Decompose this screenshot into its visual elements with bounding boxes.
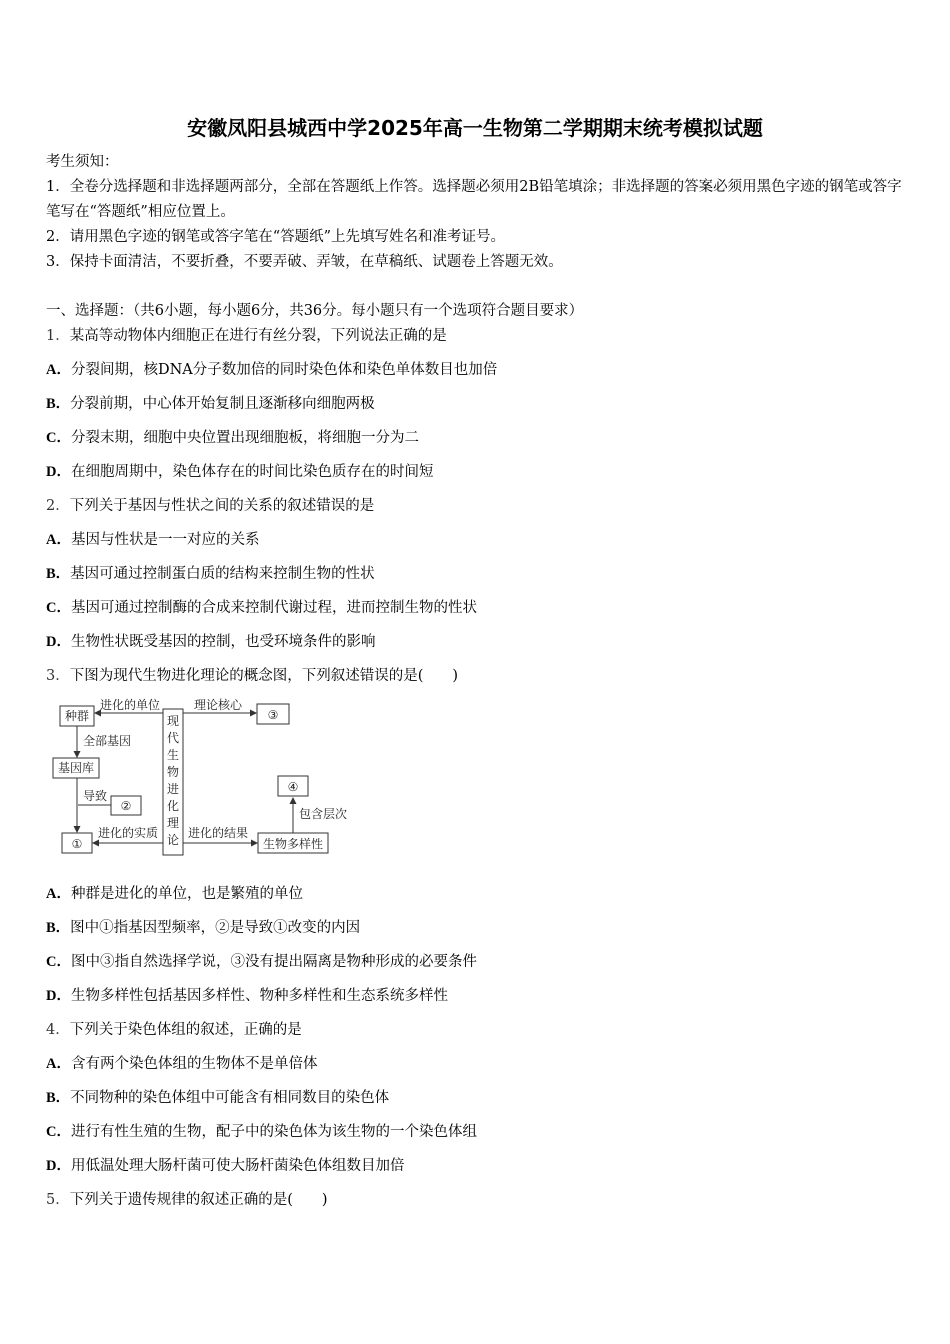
option-letter: A．	[46, 532, 71, 548]
option-text: 分裂间期，核DNA分子数加倍的同时染色体和染色单体数目也加倍	[70, 362, 498, 378]
question-number: 2．	[46, 498, 70, 514]
population-label: 种群	[64, 709, 90, 723]
q4-option-a	[46, 1054, 317, 1074]
option-letter: D．	[46, 464, 71, 480]
option-letter: A．	[46, 886, 71, 902]
q1-option-d	[46, 462, 433, 482]
center-char: 代	[166, 731, 180, 745]
label-core: 理论核心	[193, 698, 243, 712]
q3-option-d	[46, 986, 448, 1006]
genepool-label: 基因库	[57, 761, 95, 775]
option-text: 分裂末期，细胞中央位置出现细胞板，将细胞一分为二	[70, 430, 419, 446]
q4-option-b	[46, 1088, 389, 1108]
circle1-label: ①	[71, 837, 83, 851]
option-letter: C．	[46, 430, 71, 446]
notice-item-1: 1．全卷分选择题和非选择题两部分，全部在答题纸上作答。选择题必须用2B铅笔填涂；非选择题的答案必须用黑色字迹的钢笔或答字笔写在“答题纸”相应位置上。	[46, 179, 902, 220]
q2-option-c	[46, 598, 477, 618]
center-char: 进	[166, 782, 180, 796]
notice-heading: 考生须知：	[46, 154, 119, 170]
label-essence: 进化的实质	[97, 826, 159, 840]
exam-title: 安徽凤阳县城西中学2025年高一生物第二学期期末统考模拟试题	[187, 116, 763, 140]
q2-option-b	[46, 564, 375, 584]
label-result: 进化的结果	[187, 826, 249, 840]
q3-option-c	[46, 952, 477, 972]
label-cause: 导致	[83, 789, 108, 803]
notice-item-2: 2．请用黑色字迹的钢笔或答字笔在“答题纸”上先填写姓名和准考证号。	[46, 229, 506, 245]
center-char: 现	[166, 714, 180, 728]
evolution-concept-diagram	[50, 697, 370, 862]
q1-option-c	[46, 428, 419, 448]
option-text: 基因可通过控制酶的合成来控制代谢过程，进而控制生物的性状	[70, 600, 477, 616]
option-text: 种群是进化的单位，也是繁殖的单位	[70, 886, 303, 902]
question-stem: 下列关于遗传规律的叙述正确的是( )	[69, 1192, 328, 1208]
q1-option-b	[46, 394, 375, 414]
question-stem: 下图为现代生物进化理论的概念图，下列叙述错误的是( )	[69, 668, 459, 684]
option-letter: A．	[46, 1056, 71, 1072]
option-text: 生物性状既受基因的控制，也受环境条件的影响	[70, 634, 376, 650]
question-number: 1．	[46, 328, 70, 344]
question-1	[46, 326, 447, 346]
option-text: 含有两个染色体组的生物体不是单倍体	[70, 1056, 318, 1072]
q2-option-d	[46, 632, 375, 652]
question-stem: 某高等动物体内细胞正在进行有丝分裂，下列说法正确的是	[69, 328, 447, 344]
option-letter: D．	[46, 634, 71, 650]
question-number: 4．	[46, 1022, 70, 1038]
option-letter: B．	[46, 566, 71, 582]
option-text: 基因可通过控制蛋白质的结构来控制生物的性状	[70, 566, 375, 582]
biodiversity-label: 生物多样性	[262, 837, 324, 851]
question-3	[46, 666, 458, 686]
option-text: 不同物种的染色体组中可能含有相同数目的染色体	[70, 1090, 390, 1106]
center-text	[167, 714, 179, 847]
section-heading: 一、选择题：（共6小题，每小题6分，共36分。每小题只有一个选项符合题目要求）	[46, 303, 584, 319]
option-letter: B．	[46, 920, 71, 936]
question-2	[46, 496, 374, 516]
label-allgenes: 全部基因	[83, 734, 132, 748]
q3-option-b	[46, 918, 360, 938]
center-char: 理	[166, 816, 180, 830]
option-text: 进行有性生殖的生物，配子中的染色体为该生物的一个染色体组	[70, 1124, 477, 1140]
option-text: 分裂前期，中心体开始复制且逐渐移向细胞两极	[70, 396, 375, 412]
question-stem: 下列关于基因与性状之间的关系的叙述错误的是	[69, 498, 375, 514]
question-4	[46, 1020, 302, 1040]
option-text: 用低温处理大肠杆菌可使大肠杆菌染色体组数目加倍	[70, 1158, 405, 1174]
option-letter: B．	[46, 396, 71, 412]
option-letter: D．	[46, 988, 71, 1004]
center-char: 论	[166, 833, 180, 847]
q4-option-c	[46, 1122, 477, 1142]
option-letter: C．	[46, 600, 71, 616]
label-unit: 进化的单位	[99, 698, 161, 712]
option-text: 基因与性状是一一对应的关系	[70, 532, 260, 548]
q1-option-a	[46, 360, 497, 380]
option-letter: C．	[46, 1124, 71, 1140]
option-letter: A．	[46, 362, 71, 378]
circle2-label: ②	[120, 799, 132, 813]
circle3-label: ③	[267, 708, 279, 722]
label-levels: 包含层次	[299, 807, 348, 821]
option-text: 图中③指自然选择学说，③没有提出隔离是物种形成的必要条件	[70, 954, 477, 970]
notice-item-3: 3．保持卡面清洁，不要折叠，不要弄破、弄皱，在草稿纸、试题卷上答题无效。	[46, 254, 563, 270]
question-5	[46, 1190, 328, 1210]
question-number: 5．	[46, 1192, 70, 1208]
option-letter: C．	[46, 954, 71, 970]
question-number: 3．	[46, 668, 70, 684]
center-char: 物	[166, 765, 180, 779]
center-char: 生	[166, 748, 180, 762]
q2-option-a	[46, 530, 259, 550]
option-text: 图中①指基因型频率，②是导致①改变的内因	[70, 920, 361, 936]
option-letter: D．	[46, 1158, 71, 1174]
circle4-label: ④	[287, 780, 299, 794]
option-text: 在细胞周期中，染色体存在的时间比染色质存在的时间短	[70, 464, 434, 480]
q4-option-d	[46, 1156, 404, 1176]
center-char: 化	[166, 799, 180, 813]
question-stem: 下列关于染色体组的叙述，正确的是	[69, 1022, 302, 1038]
option-letter: B．	[46, 1090, 71, 1106]
option-text: 生物多样性包括基因多样性、物种多样性和生态系统多样性	[70, 988, 448, 1004]
q3-option-a	[46, 884, 303, 904]
